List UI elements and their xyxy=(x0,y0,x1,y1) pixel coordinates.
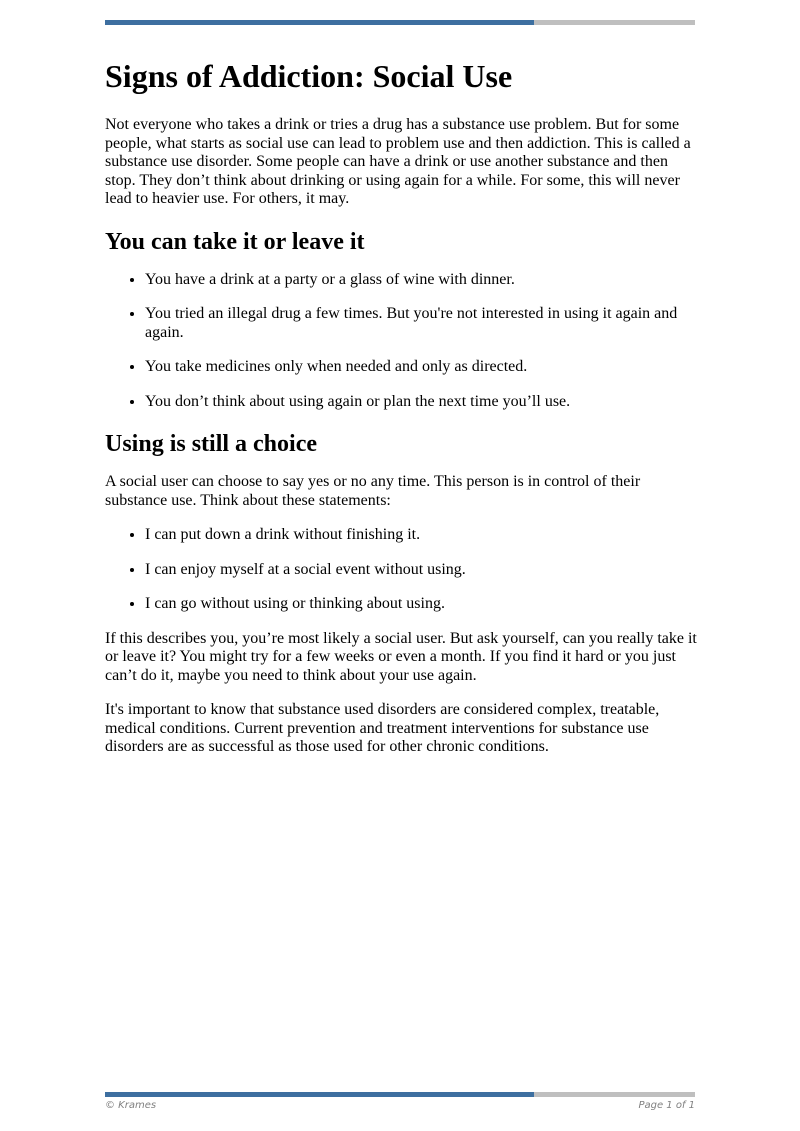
list-item: • I can go without using or thinking about using. xyxy=(145,595,697,614)
treatment-paragraph: It's important to know that substance used disorders are considered complex, treatable, medical conditions. Current prevention and treatment interventions for substance use disorders are as successful as those used for other chronic conditions. xyxy=(105,701,660,755)
footer-divider-accent xyxy=(105,1092,534,1097)
choice-intro-paragraph: A social user can choose to say yes or no any time. This person is in control of their substance use. Think about these statements: xyxy=(105,473,641,509)
document-body xyxy=(105,56,697,773)
intro-paragraph: Not everyone who takes a drink or tries a drug has a substance use problem. But for some people, what starts as social use can lead to problem use and then addiction. This is called a substance use disorder. Some people can have a drink or use another substance and then stop. They don’t think about drinking or using again for a while. For some, this will never lead to heavier use. For others, it may. xyxy=(105,116,691,207)
footer-divider-rest xyxy=(534,1092,695,1097)
footer-page-number: Page 1 of 1 xyxy=(638,1100,695,1111)
take-or-leave-list xyxy=(105,271,697,412)
statements-list xyxy=(105,526,697,614)
footer-divider xyxy=(105,1092,695,1097)
list-item: • I can enjoy myself at a social event without using. xyxy=(145,561,697,580)
footer-copyright: © Krames xyxy=(105,1100,157,1111)
header-divider-accent xyxy=(105,20,534,25)
page-title: Signs of Addiction: Social Use xyxy=(105,58,513,94)
header-divider xyxy=(105,20,695,25)
list-item: • I can put down a drink without finishing it. xyxy=(145,526,697,545)
social-user-paragraph: If this describes you, you’re most likely a social user. But ask yourself, can you really take it or leave it? You might try for a few weeks or even a month. If you find it hard or you just can’t do it, maybe you need to think about your use again. xyxy=(105,629,697,684)
list-item: • You have a drink at a party or a glass of wine with dinner. xyxy=(145,271,697,290)
list-item: • You take medicines only when needed and only as directed. xyxy=(145,358,697,377)
list-item: • You tried an illegal drug a few times. But you're not interested in using it again and again. xyxy=(145,305,697,342)
section-heading-take-or-leave: You can take it or leave it xyxy=(105,228,365,255)
list-item: • You don’t think about using again or plan the next time you’ll use. xyxy=(145,393,697,412)
section-heading-choice: Using is still a choice xyxy=(105,431,318,457)
header-divider-rest xyxy=(534,20,695,25)
